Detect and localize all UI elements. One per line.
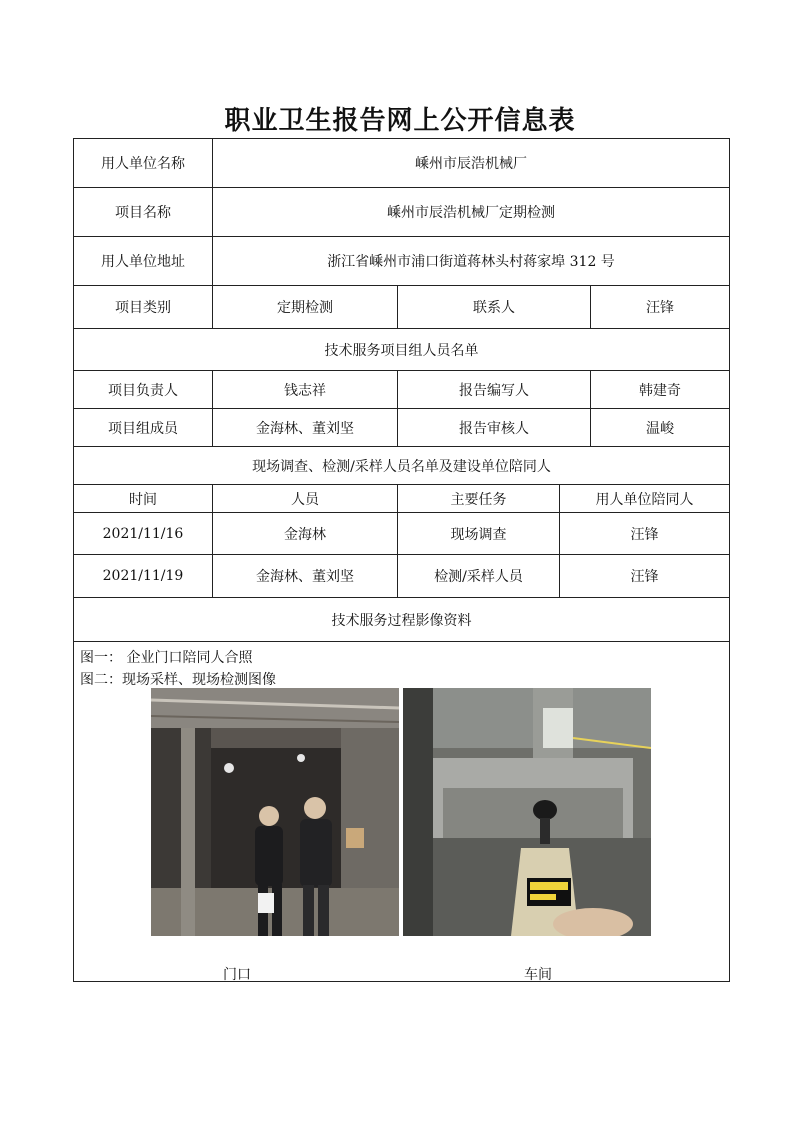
writer-label: 报告编写人 [398, 371, 591, 409]
survey-header: 现场调查、检测/采样人员名单及建设单位陪同人 [74, 447, 730, 485]
workshop-photo-label: 车间 [524, 967, 552, 983]
column-header-personnel: 人员 [213, 485, 398, 513]
reviewer-value: 温峻 [591, 409, 730, 447]
page-title: 职业卫生报告网上公开信息表 [224, 106, 576, 136]
gate-photo [151, 688, 399, 936]
reviewer-label: 报告审核人 [398, 409, 591, 447]
table-row [74, 555, 730, 598]
column-header-companion: 用人单位陪同人 [560, 485, 730, 513]
images-cell [74, 642, 730, 982]
team-header: 技术服务项目组人员名单 [74, 329, 730, 371]
survey-date: 2021/11/16 [74, 513, 213, 555]
contact-value: 汪锋 [591, 286, 730, 329]
survey-task: 检测/采样人员 [398, 555, 560, 598]
leader-value: 钱志祥 [213, 371, 398, 409]
column-header-task: 主要任务 [398, 485, 560, 513]
members-value: 金海林、董刘坚 [213, 409, 398, 447]
address-label: 用人单位地址 [74, 237, 213, 286]
project-type-value: 定期检测 [213, 286, 398, 329]
survey-personnel: 金海林 [213, 513, 398, 555]
writer-value: 韩建奇 [591, 371, 730, 409]
members-label: 项目组成员 [74, 409, 213, 447]
contact-label: 联系人 [398, 286, 591, 329]
workshop-photo [403, 688, 651, 936]
employer-name-label: 用人单位名称 [74, 139, 213, 188]
caption-figure-2: 图二：现场采样、现场检测图像 [80, 672, 276, 688]
project-name-label: 项目名称 [74, 188, 213, 237]
survey-companion: 汪锋 [560, 513, 730, 555]
project-name-value: 嵊州市辰浩机械厂定期检测 [213, 188, 730, 237]
info-table [73, 138, 730, 982]
survey-task: 现场调查 [398, 513, 560, 555]
caption-figure-1: 图一： 企业门口陪同人合照 [80, 650, 253, 666]
survey-companion: 汪锋 [560, 555, 730, 598]
column-header-time: 时间 [74, 485, 213, 513]
gate-photo-label: 门口 [223, 967, 251, 983]
employer-name-value: 嵊州市辰浩机械厂 [213, 139, 730, 188]
survey-personnel: 金海林、董刘坚 [213, 555, 398, 598]
images-header: 技术服务过程影像资料 [74, 598, 730, 642]
survey-date: 2021/11/19 [74, 555, 213, 598]
table-row [74, 513, 730, 555]
project-type-label: 项目类别 [74, 286, 213, 329]
address-value: 浙江省嵊州市浦口街道蒋林头村蒋家埠 312 号 [213, 237, 730, 286]
leader-label: 项目负责人 [74, 371, 213, 409]
